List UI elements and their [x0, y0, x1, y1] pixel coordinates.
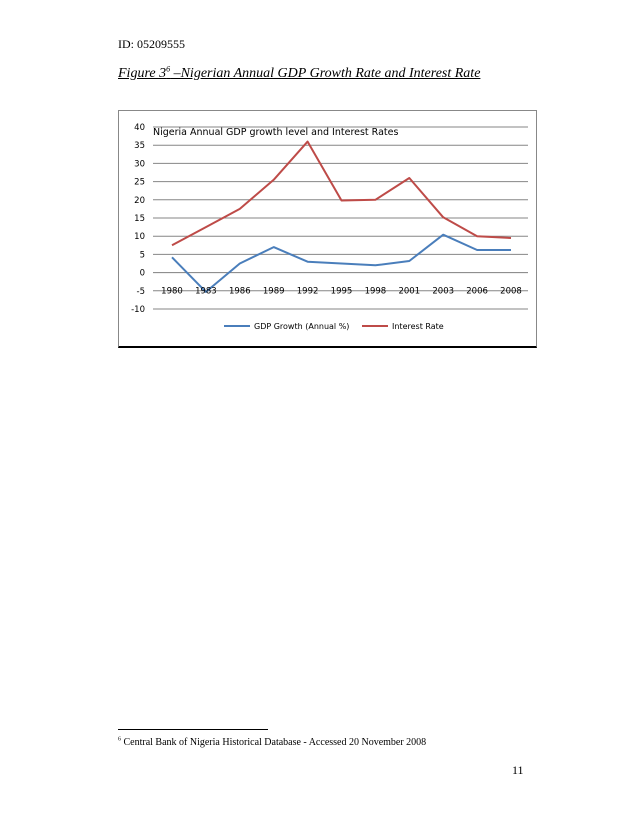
y-tick-label: 35 — [134, 141, 145, 152]
legend-label: GDP Growth (Annual %) — [254, 322, 350, 331]
x-tick-label: 2008 — [500, 286, 522, 297]
y-tick-label: 20 — [134, 195, 145, 206]
x-tick-label: 1992 — [296, 286, 319, 297]
x-tick-label: 1983 — [195, 286, 217, 297]
x-axis-ticks — [161, 287, 522, 297]
y-tick-label: 5 — [139, 250, 145, 261]
y-tick-label: -10 — [131, 305, 145, 315]
x-tick-label: 2003 — [432, 286, 455, 297]
y-tick-label: 15 — [134, 214, 145, 224]
y-axis-ticks — [131, 123, 145, 315]
footnote-text: Central Bank of Nigeria Historical Database - Accessed 20 November 2008 — [121, 737, 427, 748]
chart-title: Nigeria Annual GDP growth level and Interest Rates — [153, 127, 399, 138]
series-line-0 — [172, 235, 511, 292]
y-tick-label: 30 — [134, 159, 145, 170]
x-tick-label: 1986 — [228, 286, 251, 297]
y-tick-label: 0 — [139, 268, 145, 279]
y-tick-label: -5 — [136, 286, 145, 297]
figure-footnote-ref: 6 — [166, 64, 171, 74]
page-number: 11 — [512, 763, 524, 777]
footnote-number: 6 — [118, 736, 121, 743]
chart-container — [118, 110, 537, 348]
figure-caption-text: –Nigerian Annual GDP Growth Rate and Interest Rate — [170, 66, 481, 81]
line-chart — [119, 111, 538, 349]
footnote — [118, 737, 426, 748]
chart-legend — [224, 322, 444, 331]
page-header-id: ID: 05209555 — [118, 37, 185, 51]
footnote-divider — [118, 729, 268, 730]
legend-label: Interest Rate — [392, 322, 444, 331]
x-tick-label: 2006 — [466, 286, 488, 297]
figure-label: Figure 3 — [118, 66, 167, 81]
x-tick-label: 2001 — [398, 286, 421, 297]
x-tick-label: 1989 — [262, 286, 285, 297]
grid-layer — [153, 127, 528, 309]
x-tick-label: 1998 — [364, 286, 387, 297]
series-line-1 — [172, 142, 511, 246]
y-tick-label: 10 — [134, 232, 145, 243]
x-tick-label: 1980 — [161, 286, 183, 297]
x-tick-label: 1995 — [330, 286, 353, 297]
series-layer — [172, 142, 511, 292]
figure-caption — [118, 66, 480, 82]
y-tick-label: 40 — [134, 123, 145, 133]
y-tick-label: 25 — [134, 177, 145, 188]
